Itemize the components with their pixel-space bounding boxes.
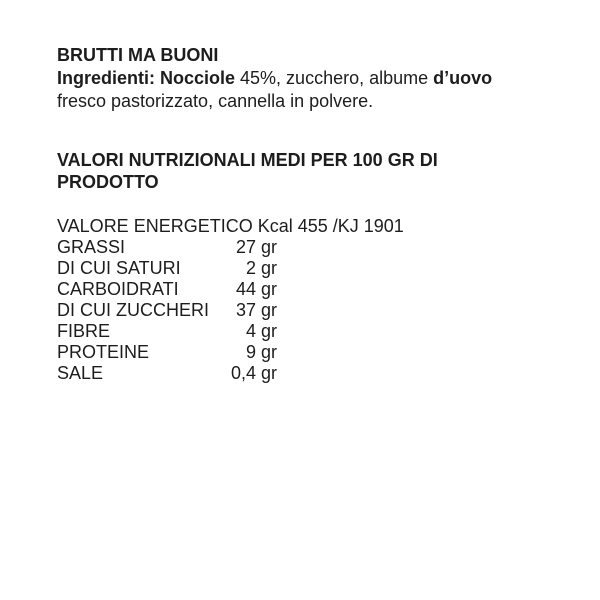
nutrition-row-saturated-fat: [57, 258, 277, 279]
nutrient-value: 4 gr: [245, 321, 277, 341]
ingredients-egg-text: d’uovo: [433, 68, 493, 88]
nutrient-value: 9 gr: [245, 342, 277, 362]
nutrition-heading: [57, 149, 438, 193]
nutrient-value: 37 gr: [235, 300, 277, 320]
nutrient-label: DI CUI SATURI: [57, 258, 181, 278]
nutrient-value: 0,4 gr: [230, 363, 277, 383]
nutrient-label: GRASSI: [57, 237, 126, 257]
nutrition-row-fat: [57, 237, 277, 258]
nutrient-label: FIBRE: [57, 321, 111, 341]
nutrient-label: SALE: [57, 363, 104, 383]
nutrition-heading-line-2: PRODOTTO: [57, 172, 159, 192]
ingredients-line-2: fresco pastorizzato, cannella in polvere.: [57, 91, 374, 111]
nutrition-row-sugars: [57, 300, 277, 321]
ingredients-label: Ingredienti: Nocciole: [57, 68, 236, 88]
nutrition-table: [57, 216, 404, 384]
nutrient-value: 2 gr: [245, 258, 277, 278]
nutrient-label: DI CUI ZUCCHERI: [57, 300, 209, 320]
ingredients-line-1: [57, 67, 492, 90]
nutrition-heading-line-1: VALORI NUTRIZIONALI MEDI PER 100 GR DI: [57, 150, 438, 170]
product-info-block: [57, 44, 492, 113]
nutrition-row-carbohydrates: [57, 279, 277, 300]
nutrition-row-fiber: [57, 321, 277, 342]
nutrient-value: 27 gr: [235, 237, 277, 257]
product-title: BRUTTI MA BUONI: [57, 45, 219, 65]
nutrient-label: PROTEINE: [57, 342, 150, 362]
nutrition-row-salt: [57, 363, 277, 384]
nutrient-value: 44 gr: [235, 279, 277, 299]
nutrition-row-protein: [57, 342, 277, 363]
energy-value-line: VALORE ENERGETICO Kcal 455 /KJ 1901: [57, 216, 404, 236]
ingredients-text: 45%, zucchero, albume: [235, 68, 434, 88]
nutrient-label: CARBOIDRATI: [57, 279, 179, 299]
